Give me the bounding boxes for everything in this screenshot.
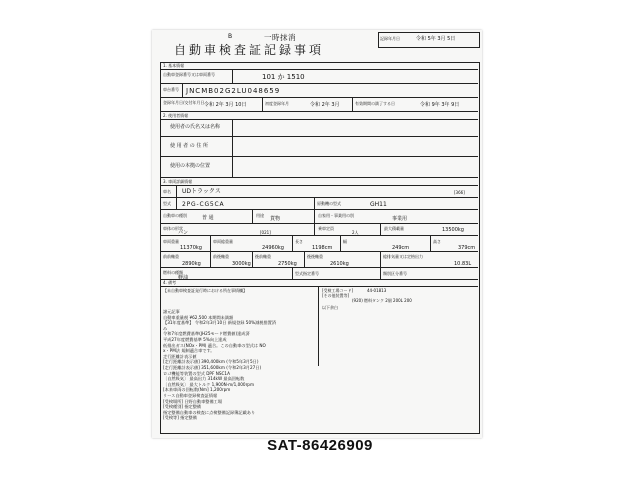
height-value: 379cm [458, 245, 476, 251]
weight-value: 11370kg [180, 245, 202, 251]
note-line: み [163, 325, 168, 331]
base-location-label: 使用の本拠の位置 [170, 163, 211, 169]
reg-label: 自動車登録番号又は車両番号 [163, 72, 215, 77]
other-label: [その他装置等] [322, 293, 350, 298]
note-line: 諸元記事 [163, 309, 180, 314]
gross-label: 車両総重量 [213, 239, 233, 244]
weight-label: 車両重量 [163, 239, 179, 244]
model-value: 2PG-CG5CA [182, 201, 225, 208]
model-label: 型式 [163, 201, 171, 206]
fr-axle-value: 3000kg [232, 261, 251, 267]
stock-id-caption: SAT-86426909 [267, 437, 373, 454]
width-value: 249cm [392, 245, 410, 251]
note-line: [走行距離計表示値] 390,400km (令和5年3月5日) [163, 359, 259, 365]
class-value: 普 通 [202, 215, 214, 221]
class-no-label: 類別区分番号 [383, 271, 407, 276]
reg-value: 101 か 1510 [262, 73, 305, 81]
first-reg-label: 登録年月日/交付年月日 [163, 100, 205, 105]
section3-heading: 3. 車両詳細情報 [163, 179, 193, 184]
cert-code-value: 44-01813 [367, 288, 387, 293]
note-line: [本来車両の回転数(Nm] 1,200rpm [163, 387, 231, 393]
engine-value: GH11 [370, 201, 387, 208]
ff-axle-value: 2890kg [182, 261, 201, 267]
body-value: バン [178, 230, 189, 236]
max-load-value: 13500kg [442, 227, 464, 233]
user-address-label: 使 用 者 の 住 所 [170, 143, 208, 149]
record-date-label: 記録年月日 [380, 36, 400, 41]
note-line: リース自動車登録検査証情報 [163, 392, 218, 398]
section1-heading: 1. 基本情報 [163, 63, 185, 68]
document-title: 自動車検査証記録事項 [174, 43, 325, 57]
issue-note: 【未自動車検査証発行時における所在事情欄】 [163, 288, 247, 293]
note-line: 走行距離計表示値 [163, 353, 197, 359]
length-value: 1198cm [312, 245, 333, 251]
fuel-value: 軽油 [178, 275, 189, 281]
maker-code: [366] [454, 190, 465, 195]
displacement-label: 総排気量又は定格出力 [383, 254, 423, 259]
notes-list [163, 309, 276, 421]
ff-axle-label: 前前軸重 [163, 254, 179, 259]
note-line: 〔自然吸気〕 最高出力 314kW 最高回転数 [163, 376, 245, 382]
type-no-label: 型式指定番号 [295, 271, 319, 276]
note-line: [受検種別] 指定整備 [163, 404, 202, 410]
footer-right-note: 以下余白 [322, 305, 338, 310]
width-label: 幅 [343, 239, 347, 244]
purpose-value: 事業用 [392, 216, 408, 222]
note-line: 〔自然吸気〕 最大トルク 1,900N·m/1,000rpm [163, 381, 255, 387]
section4-heading: 4. 備考 [163, 280, 177, 285]
note-line: 【31年度基準】 令和2年3月10日 新規登録 50%減税措置済 [163, 320, 277, 326]
maker-value: UDトラックス [182, 188, 221, 195]
vin-label: 車台番号 [163, 87, 179, 92]
other-value: (920) 燃料タンク 2個 200L 200 [352, 298, 412, 303]
record-date-value: 令和 5年 3月 5日 [416, 36, 456, 42]
first-year-label: 初度登録年月 [265, 101, 289, 106]
note-line: 令和7年度燃費基準(JH25モード燃費値)達成済 [163, 331, 250, 337]
capacity-value: 2人 [352, 230, 359, 235]
gross-value: 24960kg [262, 245, 284, 251]
displacement-value: 10.83L [454, 261, 472, 267]
body-code: [021] [260, 230, 271, 235]
vin-value: JNCMB02G2LU048659 [186, 87, 281, 95]
body-label: 車体の形状 [163, 226, 183, 231]
note-line: [走行距離計表示値] 351,600km (令和2年3月27日) [163, 364, 262, 370]
inspection-certificate-document [152, 30, 482, 438]
rf-axle-label: 後前軸重 [255, 254, 271, 259]
note-line: ロゴ機能等装置の型式 DPF NSC1A [163, 370, 230, 376]
height-label: 高さ [433, 239, 441, 244]
note-line: 平成27年度燃費基準 5%向上達成 [163, 336, 227, 342]
engine-label: 原動機の型式 [317, 201, 341, 206]
capacity-label: 乗車定員 [318, 226, 334, 231]
rr-axle-label: 後後軸重 [307, 254, 323, 259]
expiry-label: 有効期間の満了する日 [355, 101, 395, 106]
note-line: [受検等] 指定整備 [163, 415, 197, 421]
maker-label: 車名 [163, 189, 171, 194]
rf-axle-value: 2750kg [278, 261, 297, 267]
length-label: 長さ [295, 239, 303, 244]
note-line: x・PM法 規制適合車です。 [163, 348, 215, 354]
purpose-label: 自家用・事業用の別 [318, 213, 354, 218]
fuel-label: 燃料の種類 [163, 270, 183, 275]
section2-heading: 2. 使用者情報 [163, 113, 189, 118]
use-value: 貨物 [270, 216, 281, 222]
cert-code-label: [受検工場コード] [322, 288, 354, 293]
rr-axle-value: 2610kg [330, 261, 349, 267]
note-line: 指定整備自動車の検査に点検整備記録簿記載あり [163, 409, 256, 415]
note-line: 自動車重量税 ¥62,500 本期間未満額 [163, 314, 234, 320]
user-name-label: 使用者の氏名又は名称 [170, 124, 221, 130]
status-label: 一時抹消 [264, 33, 296, 42]
expiry-value: 令和 9年 3年 9日 [420, 102, 460, 108]
fr-axle-label: 前後軸重 [213, 254, 229, 259]
b-mark: B [228, 33, 233, 40]
first-reg-value: 令和 2年 3月 10日 [204, 102, 247, 108]
note-line: [受検場所] 日野自動車整備工場 [163, 398, 223, 404]
use-label: 用途 [256, 213, 264, 218]
first-year-value: 令和 2年 3月 [310, 102, 340, 108]
note-line: 低排出ガス(NOx・PM) 適合。この自動車の型式は NO [163, 342, 266, 348]
class-label: 自動車の種別 [163, 213, 187, 218]
max-load-label: 最大積載量 [384, 226, 404, 231]
